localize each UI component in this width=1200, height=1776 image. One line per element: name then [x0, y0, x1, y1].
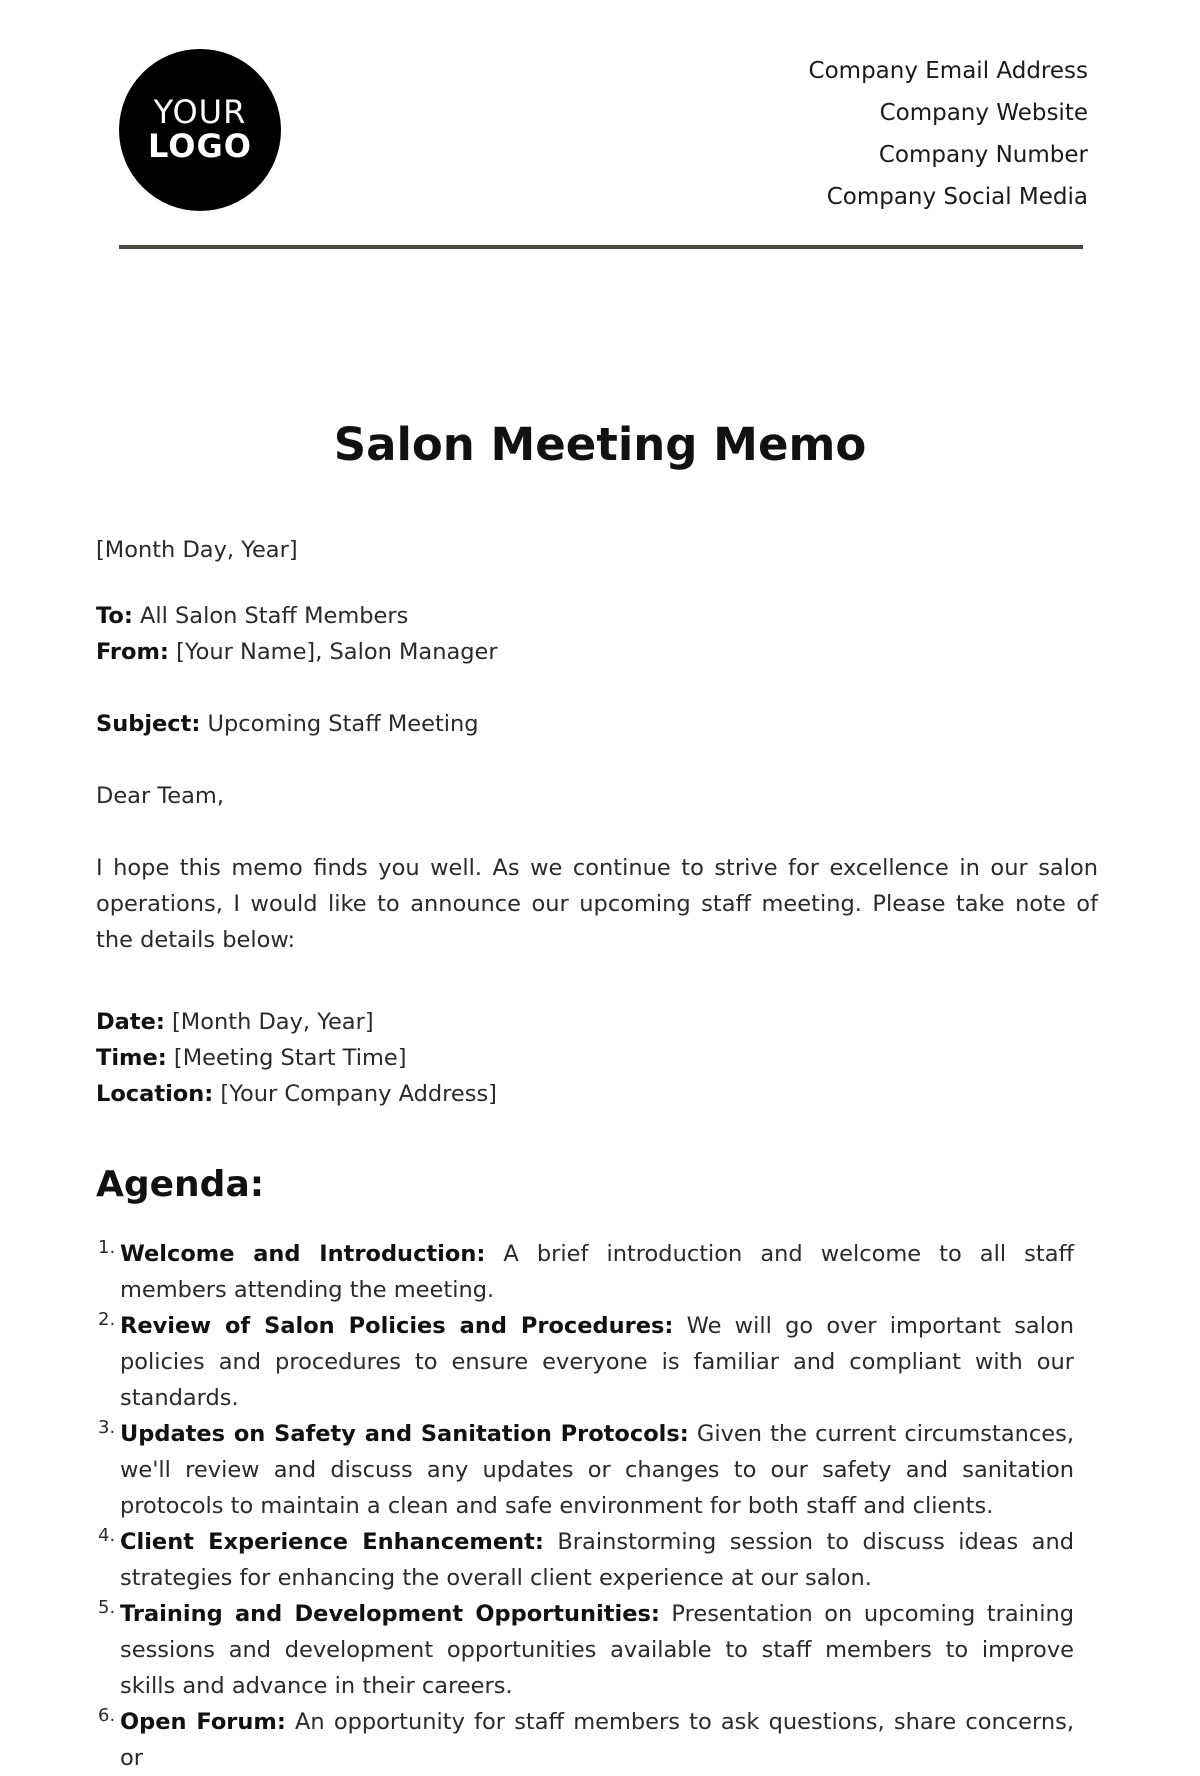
memo-from-line	[96, 634, 1098, 670]
meeting-date-label: Date:	[96, 1009, 165, 1035]
agenda-item-title: Client Experience Enhancement:	[120, 1529, 544, 1555]
agenda-item-text: Presentation on upcoming training sessions and development opportunities available to staff members to improve skills and advance in their careers.	[120, 1601, 1074, 1699]
memo-subject-line	[96, 706, 1098, 742]
memo-to-line	[96, 598, 1098, 634]
memo-to-label: To:	[96, 603, 133, 629]
agenda-item-number: 5.	[98, 1597, 116, 1618]
company-website: Company Website	[879, 100, 1088, 126]
agenda-item-number: 6.	[98, 1705, 116, 1726]
agenda-item-title: Training and Development Opportunities:	[120, 1601, 660, 1627]
memo-subject-label: Subject:	[96, 711, 201, 737]
agenda-item-title: Open Forum:	[120, 1709, 286, 1735]
agenda-item-number: 3.	[98, 1417, 116, 1438]
meeting-location-value: [Your Company Address]	[213, 1081, 497, 1107]
agenda-item-title: Welcome and Introduction:	[120, 1241, 486, 1267]
agenda-item-number: 4.	[98, 1525, 116, 1546]
meeting-date-line	[96, 1004, 1098, 1040]
meeting-time-value: [Meeting Start Time]	[166, 1045, 407, 1071]
meeting-time-line	[96, 1040, 1098, 1076]
agenda-item-text: An opportunity for staff members to ask questions, share concerns, or	[120, 1709, 1074, 1771]
memo-subject-value: Upcoming Staff Meeting	[200, 711, 479, 737]
agenda-item	[96, 1308, 1074, 1416]
company-contact-block	[809, 50, 1088, 218]
agenda-item-title: Updates on Safety and Sanitation Protocols:	[120, 1421, 689, 1447]
meeting-time-label: Time:	[96, 1045, 167, 1071]
agenda-item-number: 2.	[98, 1309, 116, 1330]
memo-intro-paragraph: I hope this memo finds you well. As we continue to strive for excellence in our salon operations, I would like to announce our upcoming staff meeting. Please take note of the details below:	[96, 855, 1098, 953]
agenda-heading: Agenda:	[96, 1164, 265, 1205]
agenda-item-text: Given the current circumstances, we'll review and discuss any updates or changes to our safety and sanitation protocols to maintain a clean and safe environment for both staff and clients.	[120, 1421, 1074, 1519]
meeting-location-label: Location:	[96, 1081, 214, 1107]
agenda-item-number: 1.	[98, 1237, 116, 1258]
header-divider	[119, 245, 1083, 249]
agenda-item	[96, 1524, 1074, 1596]
meeting-location-line	[96, 1076, 1098, 1112]
agenda-item	[96, 1704, 1074, 1776]
company-logo	[119, 49, 281, 211]
company-number: Company Number	[878, 142, 1088, 168]
agenda-item	[96, 1596, 1074, 1704]
memo-from-label: From:	[96, 639, 169, 665]
agenda-item-text: Brainstorming session to discuss ideas and strategies for enhancing the overall client experience at our salon.	[120, 1529, 1074, 1591]
agenda-item-title: Review of Salon Policies and Procedures:	[120, 1313, 674, 1339]
agenda-item	[96, 1416, 1074, 1524]
page-title: Salon Meeting Memo	[333, 418, 867, 471]
memo-date: [Month Day, Year]	[96, 537, 298, 563]
memo-to-value: All Salon Staff Members	[132, 603, 409, 629]
logo-text-line2: LOGO	[148, 127, 252, 165]
agenda-list	[96, 1236, 1074, 1776]
agenda-item-text: We will go over important salon policies and procedures to ensure everyone is familiar and compliant with our standards.	[120, 1313, 1074, 1411]
agenda-item-text: A brief introduction and welcome to all staff members attending the meeting.	[120, 1241, 1074, 1303]
meeting-date-value: [Month Day, Year]	[164, 1009, 374, 1035]
logo-text-line1: YOUR	[153, 93, 247, 132]
memo-greeting: Dear Team,	[96, 783, 224, 809]
memo-from-value: [Your Name], Salon Manager	[168, 639, 498, 665]
company-social-media: Company Social Media	[826, 184, 1088, 210]
agenda-item	[96, 1236, 1074, 1308]
company-email: Company Email Address	[808, 58, 1088, 84]
